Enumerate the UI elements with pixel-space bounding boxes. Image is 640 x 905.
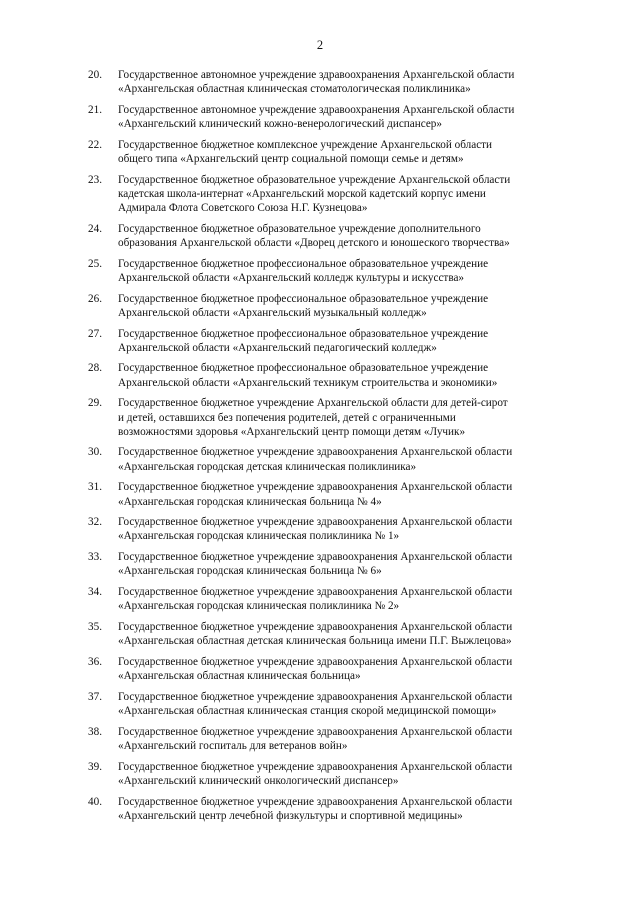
item-text bbox=[118, 103, 586, 131]
item-number: 20. bbox=[88, 69, 102, 81]
item-number: 25. bbox=[88, 257, 102, 270]
item-text bbox=[118, 138, 586, 166]
list-item bbox=[0, 222, 640, 250]
item-text-line: Государственное бюджетное образовательное учреждение Архангельской области bbox=[118, 173, 511, 186]
item-text-line: возможностями здоровья «Архангельский центр помощи детям «Лучик» bbox=[118, 425, 466, 438]
item-text bbox=[118, 173, 586, 216]
item-text-line: «Архангельский клинический кожно-венерологический диспансер» bbox=[118, 118, 442, 131]
item-text-line: Государственное бюджетное учреждение здравоохранения Архангельской области bbox=[118, 795, 513, 808]
list-item bbox=[0, 620, 640, 648]
item-text-line: Государственное бюджетное учреждение здравоохранения Архангельской области bbox=[118, 446, 513, 459]
item-text bbox=[118, 690, 586, 718]
list-item bbox=[0, 173, 640, 216]
item-text-line: и детей, оставшихся без попечения родителей, детей с ограниченными bbox=[118, 411, 456, 424]
item-text-line: «Архангельская областная клиническая станция скорой медицинской помощи» bbox=[118, 705, 497, 718]
item-text bbox=[118, 445, 586, 473]
item-number: 40. bbox=[88, 795, 102, 808]
list-item bbox=[0, 257, 640, 285]
item-text-line: кадетская школа-интернат «Архангельский морской кадетский корпус имени bbox=[118, 187, 486, 200]
item-text-line: Государственное бюджетное учреждение здравоохранения Архангельской области bbox=[118, 586, 513, 599]
list-item bbox=[0, 292, 640, 320]
item-text bbox=[118, 361, 586, 389]
item-number: 36. bbox=[88, 655, 102, 668]
item-text-line: «Архангельский клинический онкологический диспансер» bbox=[118, 774, 399, 787]
item-text-line: «Архангельская городская клиническая поликлиника № 1» bbox=[118, 530, 400, 543]
item-text bbox=[118, 655, 586, 683]
item-number: 28. bbox=[88, 362, 102, 375]
item-text-line: Государственное бюджетное профессиональное образовательное учреждение bbox=[118, 292, 489, 305]
item-text-line: Государственное бюджетное учреждение здравоохранения Архангельской области bbox=[118, 621, 513, 633]
item-text-line: Государственное бюджетное учреждение здравоохранения Архангельской области bbox=[118, 516, 513, 529]
item-text-line: Архангельской области «Архангельский колледж культуры и искусства» bbox=[118, 271, 465, 284]
item-text-line: общего типа «Архангельский центр социальной помощи семье и детям» bbox=[118, 153, 464, 166]
item-text-line: «Архангельская областная детская клиническая больница имени П.Г. Выжлецова» bbox=[118, 635, 512, 648]
list-item bbox=[0, 445, 640, 473]
item-number: 37. bbox=[88, 690, 102, 703]
item-text-line: Государственное бюджетное учреждение здравоохранения Архангельской области bbox=[118, 760, 513, 773]
item-text-line: Государственное бюджетное учреждение здравоохранения Архангельской области bbox=[118, 655, 513, 668]
item-number: 30. bbox=[88, 446, 102, 459]
item-text-line: Государственное бюджетное профессиональное образовательное учреждение bbox=[118, 362, 489, 375]
item-text bbox=[118, 795, 586, 823]
list-item bbox=[0, 725, 640, 753]
item-text bbox=[118, 515, 586, 543]
item-text-line: Архангельской области «Архангельский техникум строительства и экономики» bbox=[118, 376, 498, 389]
item-text bbox=[118, 222, 586, 250]
item-text-line: Адмирала Флота Советского Союза Н.Г. Кузнецова» bbox=[118, 202, 368, 215]
item-text-line: образования Архангельской области «Дворец детского и юношеского творчества» bbox=[118, 237, 510, 250]
item-number: 39. bbox=[88, 760, 102, 773]
list-item bbox=[0, 480, 640, 508]
item-number: 21. bbox=[88, 103, 102, 116]
item-text-line: «Архангельская городская клиническая больница № 4» bbox=[118, 495, 382, 508]
item-text bbox=[118, 620, 586, 648]
item-text bbox=[118, 327, 586, 355]
item-text-line: Государственное бюджетное учреждение Архангельской области для детей-сирот bbox=[118, 397, 508, 410]
item-text-line: «Архангельская областная клиническая стоматологическая поликлиника» bbox=[118, 83, 471, 96]
item-number: 27. bbox=[88, 327, 102, 340]
item-number: 24. bbox=[88, 222, 102, 235]
list-item bbox=[0, 690, 640, 718]
item-number: 38. bbox=[88, 725, 102, 738]
list-item bbox=[0, 550, 640, 578]
list-item bbox=[0, 138, 640, 166]
item-text-line: Архангельской области «Архангельский педагогический колледж» bbox=[118, 341, 437, 354]
item-number: 23. bbox=[88, 173, 102, 186]
item-text-line: Государственное бюджетное учреждение здравоохранения Архангельской области bbox=[118, 551, 513, 564]
item-text-line: Государственное бюджетное учреждение здравоохранения Архангельской области bbox=[118, 725, 513, 738]
item-number: 31. bbox=[88, 481, 102, 494]
item-text-line: Государственное бюджетное профессиональное образовательное учреждение bbox=[118, 257, 489, 270]
item-text bbox=[118, 760, 586, 788]
item-text-line: Государственное автономное учреждение здравоохранения Архангельской области bbox=[118, 69, 515, 81]
page-number: 2 bbox=[316, 38, 324, 52]
item-text bbox=[118, 725, 586, 753]
list-item bbox=[0, 327, 640, 355]
item-text-line: «Архангельский центр лечебной физкультуры и спортивной медицины» bbox=[118, 809, 463, 822]
item-number: 22. bbox=[88, 138, 102, 151]
list-item bbox=[0, 361, 640, 389]
item-text bbox=[118, 480, 586, 508]
item-text-line: Архангельской области «Архангельский музыкальный колледж» bbox=[118, 306, 427, 319]
institution-list bbox=[0, 68, 640, 829]
item-text-line: Государственное бюджетное учреждение здравоохранения Архангельской области bbox=[118, 481, 513, 494]
item-number: 35. bbox=[88, 621, 102, 633]
item-text-line: Государственное бюджетное профессиональное образовательное учреждение bbox=[118, 327, 489, 340]
list-item bbox=[0, 103, 640, 131]
item-number: 34. bbox=[88, 586, 102, 599]
item-text bbox=[118, 550, 586, 578]
item-text-line: Государственное автономное учреждение здравоохранения Архангельской области bbox=[118, 103, 515, 116]
list-item bbox=[0, 515, 640, 543]
item-text bbox=[118, 396, 586, 439]
item-text-line: «Архангельский госпиталь для ветеранов войн» bbox=[118, 739, 348, 752]
item-number: 32. bbox=[88, 516, 102, 529]
item-number: 33. bbox=[88, 551, 102, 564]
item-text bbox=[118, 68, 586, 96]
item-text-line: «Архангельская городская клиническая поликлиника № 2» bbox=[118, 600, 400, 613]
list-item bbox=[0, 795, 640, 823]
item-number: 29. bbox=[88, 397, 102, 410]
list-item bbox=[0, 655, 640, 683]
list-item bbox=[0, 585, 640, 613]
item-text-line: Государственное бюджетное учреждение здравоохранения Архангельской области bbox=[118, 690, 513, 703]
item-text-line: «Архангельская областная клиническая больница» bbox=[118, 670, 361, 683]
item-text bbox=[118, 257, 586, 285]
item-text-line: «Архангельская городская клиническая больница № 6» bbox=[118, 565, 382, 578]
item-number: 26. bbox=[88, 292, 102, 305]
item-text bbox=[118, 292, 586, 320]
item-text-line: «Архангельская городская детская клиническая поликлиника» bbox=[118, 460, 417, 473]
item-text bbox=[118, 585, 586, 613]
item-text-line: Государственное бюджетное комплексное учреждение Архангельской области bbox=[118, 138, 493, 151]
list-item bbox=[0, 68, 640, 96]
list-item bbox=[0, 760, 640, 788]
list-item bbox=[0, 396, 640, 439]
item-text-line: Государственное бюджетное образовательное учреждение дополнительного bbox=[118, 222, 481, 235]
